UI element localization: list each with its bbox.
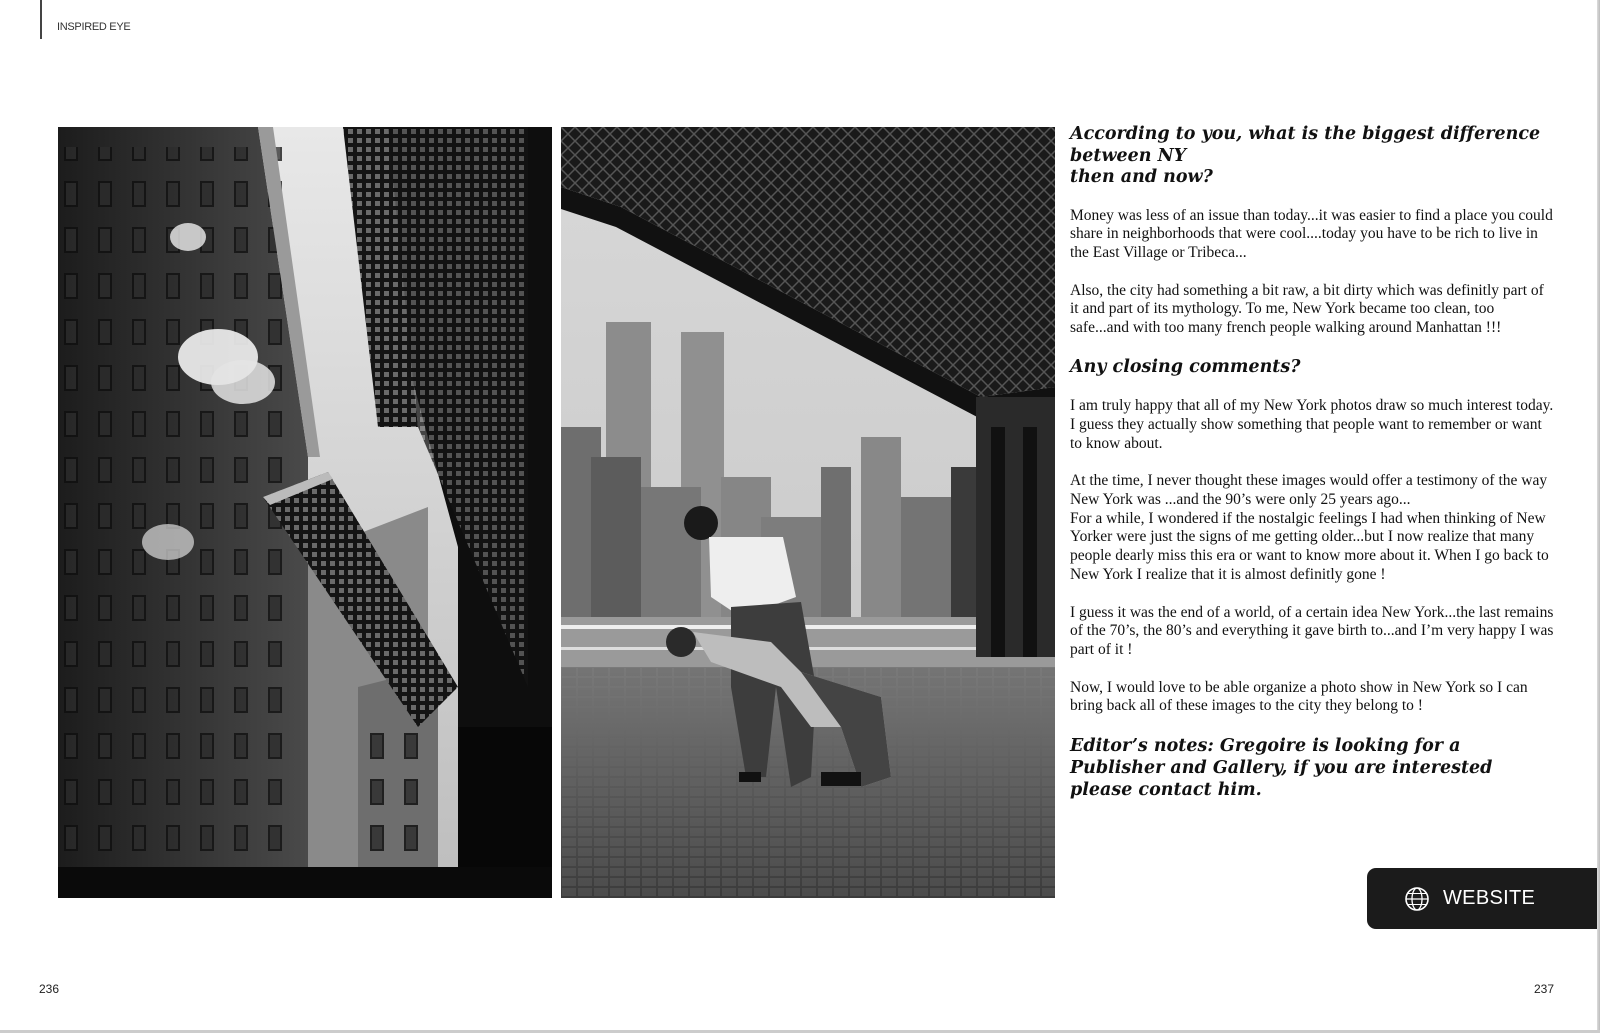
photo-dancers-under-bridge	[561, 127, 1055, 898]
editor-note: Editor’s notes: Gregoire is looking for a Publisher and Gallery, if you are interested please contact him.	[1070, 736, 1493, 801]
header-rule	[40, 0, 42, 39]
answer-paragraph: Money was less of an issue than today...it was easier to find a place you could share in neighborhoods that were cool....today you have to be rich to live in the East Village or Tribeca...	[1070, 206, 1553, 261]
website-label: WEBSITE	[1443, 887, 1536, 909]
page-number-right: 237	[1534, 982, 1555, 996]
photo-alley-fire-escape	[58, 127, 552, 898]
interview-article	[1070, 124, 1556, 801]
answer-paragraph: Also, the city had something a bit raw, a bit dirty which was definitly part of it and part of its mythology. To me, New York became too clean, too safe...and with too many french people walking around Manhattan !!!	[1070, 281, 1544, 337]
question-closing-comments: Any closing comments?	[1070, 356, 1301, 377]
globe-icon	[1404, 886, 1430, 912]
magazine-name: INSPIRED EYE	[57, 21, 131, 33]
website-button[interactable]	[1367, 868, 1600, 929]
answer-paragraph: I guess it was the end of a world, of a certain idea New York...the last remains of the 70’s, the 80’s and everything it gave birth to...and I’m very happy I was part of it !	[1070, 603, 1554, 658]
answer-paragraph: Now, I would love to be able organize a photo show in New York so I can bring back all of these images to the city they belong to !	[1070, 678, 1528, 715]
answer-paragraph: At the time, I never thought these images would offer a testimony of the way New York was ...and the 90’s were only 25 years ago... For a while, I wondered if the nostalgic feelings I had when thinking of New Yorker were just the signs of me getting older...but I now realize that many people dearly miss this era or want to know more about it. When I go back to New York I realize that it is almost definitly gone !	[1070, 472, 1549, 583]
page-number-left: 236	[39, 982, 60, 996]
question-then-and-now: According to you, what is the biggest difference between NY then and now?	[1070, 124, 1541, 187]
answer-paragraph: I am truly happy that all of my New York photos draw so much interest today. I guess they actually show something that people want to remember or want to know about.	[1070, 397, 1554, 452]
